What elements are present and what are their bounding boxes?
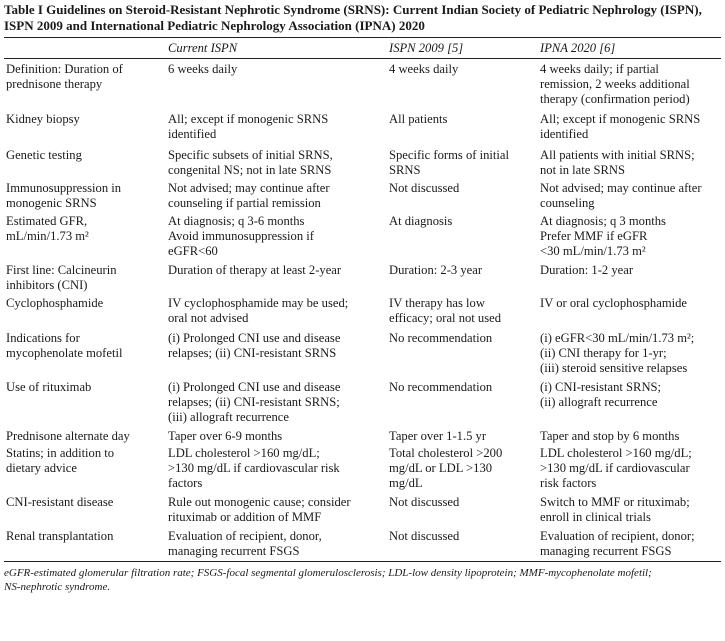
- cell-ipna-2020: [538, 213, 721, 262]
- table-row: [4, 147, 721, 180]
- header-parameter: [4, 38, 166, 59]
- cell-line: Taper and stop by 6 months: [540, 429, 680, 443]
- cell-ispn-2009: [387, 213, 538, 262]
- cell-line: counseling: [540, 196, 595, 210]
- cell-line: congenital NS; not in late SRNS: [168, 163, 332, 177]
- row-label: [4, 262, 166, 295]
- cell-line: remission, 2 weeks additional: [540, 77, 690, 91]
- cell-ipna-2020: [538, 379, 721, 428]
- cell-line: Specific subsets of initial SRNS,: [168, 148, 333, 162]
- cell-line: SRNS: [389, 163, 421, 177]
- cell-current-ispn: [166, 180, 387, 213]
- cell-line: (iii) steroid sensitive relapses: [540, 361, 688, 375]
- table-body: [4, 59, 721, 562]
- cell-current-ispn: [166, 213, 387, 262]
- cell-line: Switch to MMF or rituximab;: [540, 495, 690, 509]
- row-label: [4, 180, 166, 213]
- row-label: [4, 147, 166, 180]
- row-label: [4, 379, 166, 428]
- cell-line: inhibitors (CNI): [6, 278, 88, 292]
- cell-ipna-2020: [538, 445, 721, 494]
- cell-line: enroll in clinical trials: [540, 510, 651, 524]
- row-label: [4, 494, 166, 528]
- cell-line: All; except if monogenic SRNS: [540, 112, 701, 126]
- table-row: [4, 528, 721, 562]
- cell-line: >130 mg/dL if cardiovascular risk: [168, 461, 340, 475]
- cell-line: LDL cholesterol >160 mg/dL;: [168, 446, 320, 460]
- cell-line: (ii) allograft recurrence: [540, 395, 658, 409]
- cell-current-ispn: [166, 494, 387, 528]
- cell-current-ispn: [166, 147, 387, 180]
- cell-line: 4 weeks daily; if partial: [540, 62, 659, 76]
- cell-line: Prednisone alternate day: [6, 429, 130, 443]
- cell-line: Duration of therapy at least 2-year: [168, 263, 342, 277]
- cell-line: Not discussed: [389, 495, 460, 509]
- cell-current-ispn: [166, 428, 387, 445]
- cell-line: IV or oral cyclophosphamide: [540, 296, 688, 310]
- cell-line: dietary advice: [6, 461, 77, 475]
- cell-current-ispn: [166, 330, 387, 379]
- header-ispn-2009: ISPN 2009 [5]: [387, 38, 538, 59]
- cell-line: prednisone therapy: [6, 77, 103, 91]
- cell-line: IV therapy has low: [389, 296, 485, 310]
- cell-line: Kidney biopsy: [6, 112, 80, 126]
- cell-ispn-2009: [387, 330, 538, 379]
- cell-line: relapses; (ii) CNI-resistant SRNS;: [168, 395, 340, 409]
- cell-line: rituximab or addition of MMF: [168, 510, 322, 524]
- cell-line: oral not advised: [168, 311, 249, 325]
- cell-line: Estimated GFR,: [6, 214, 88, 228]
- cell-line: factors: [168, 476, 203, 490]
- cell-ipna-2020: [538, 262, 721, 295]
- cell-line: (i) CNI-resistant SRNS;: [540, 380, 662, 394]
- table-row: [4, 494, 721, 528]
- cell-line: Evaluation of recipient, donor,: [168, 529, 322, 543]
- cell-line: At diagnosis: [389, 214, 453, 228]
- row-label: [4, 428, 166, 445]
- cell-line: Genetic testing: [6, 148, 82, 162]
- cell-line: Taper over 1-1.5 yr: [389, 429, 487, 443]
- row-label: [4, 59, 166, 112]
- cell-line: Indications for: [6, 331, 80, 345]
- cell-ispn-2009: [387, 295, 538, 330]
- cell-line: IV cyclophosphamide may be used;: [168, 296, 349, 310]
- cell-ipna-2020: [538, 147, 721, 180]
- table-row: [4, 213, 721, 262]
- cell-ispn-2009: [387, 428, 538, 445]
- cell-current-ispn: [166, 295, 387, 330]
- cell-line: managing recurrent FSGS: [168, 544, 300, 558]
- row-label: [4, 330, 166, 379]
- table-row: [4, 262, 721, 295]
- cell-line: counseling if partial remission: [168, 196, 321, 210]
- cell-line: Not discussed: [389, 529, 460, 543]
- table-row: [4, 59, 721, 112]
- row-label: [4, 111, 166, 147]
- cell-line: Total cholesterol >200: [389, 446, 503, 460]
- cell-line: Taper over 6-9 months: [168, 429, 283, 443]
- cell-line: (i) Prolonged CNI use and disease: [168, 380, 341, 394]
- cell-line: monogenic SRNS: [6, 196, 97, 210]
- table-row: [4, 295, 721, 330]
- table-row: [4, 379, 721, 428]
- cell-line: Not discussed: [389, 181, 460, 195]
- cell-ispn-2009: [387, 147, 538, 180]
- cell-ispn-2009: [387, 262, 538, 295]
- cell-line: risk factors: [540, 476, 597, 490]
- cell-line: All patients with initial SRNS;: [540, 148, 695, 162]
- cell-line: Specific forms of initial: [389, 148, 509, 162]
- row-label: [4, 295, 166, 330]
- cell-line: mL/min/1.73 m²: [6, 229, 89, 243]
- cell-line: Renal transplantation: [6, 529, 114, 543]
- cell-line: therapy (confirmation period): [540, 92, 690, 106]
- cell-line: Definition: Duration of: [6, 62, 123, 76]
- cell-ipna-2020: [538, 59, 721, 112]
- cell-ispn-2009: [387, 379, 538, 428]
- cell-line: eGFR<60: [168, 244, 218, 258]
- cell-line: relapses; (ii) CNI-resistant SRNS: [168, 346, 337, 360]
- cell-line: Use of rituximab: [6, 380, 92, 394]
- cell-line: At diagnosis; q 3 months: [540, 214, 666, 228]
- cell-current-ispn: [166, 59, 387, 112]
- table-row: [4, 111, 721, 147]
- header-row: [4, 38, 721, 59]
- cell-line: CNI-resistant disease: [6, 495, 114, 509]
- cell-current-ispn: [166, 262, 387, 295]
- table-row: [4, 445, 721, 494]
- footnote-line: eGFR-estimated glomerular filtration rate; FSGS-focal segmental glomerulosclerosis; LDL-low density lipoprotein; MMF-mycophenolate mofetil;: [4, 567, 652, 579]
- cell-line: Rule out monogenic cause; consider: [168, 495, 351, 509]
- row-label: [4, 213, 166, 262]
- cell-ispn-2009: [387, 111, 538, 147]
- cell-line: All patients: [389, 112, 448, 126]
- cell-ispn-2009: [387, 59, 538, 112]
- cell-ipna-2020: [538, 295, 721, 330]
- cell-ispn-2009: [387, 445, 538, 494]
- cell-line: No recommendation: [389, 380, 493, 394]
- cell-line: (i) Prolonged CNI use and disease: [168, 331, 341, 345]
- guidelines-table: [4, 37, 721, 562]
- cell-ipna-2020: [538, 494, 721, 528]
- cell-ispn-2009: [387, 528, 538, 562]
- cell-line: Duration: 2-3 year: [389, 263, 483, 277]
- cell-ipna-2020: [538, 528, 721, 562]
- cell-line: >130 mg/dL if cardiovascular: [540, 461, 690, 475]
- cell-line: mycophenolate mofetil: [6, 346, 123, 360]
- cell-line: Prefer MMF if eGFR: [540, 229, 648, 243]
- table-row: [4, 330, 721, 379]
- cell-line: (i) eGFR<30 mL/min/1.73 m²;: [540, 331, 695, 345]
- cell-line: Statins; in addition to: [6, 446, 115, 460]
- cell-ipna-2020: [538, 111, 721, 147]
- cell-ipna-2020: [538, 428, 721, 445]
- cell-line: Not advised; may continue after: [540, 181, 702, 195]
- cell-ispn-2009: [387, 494, 538, 528]
- cell-line: mg/dL: [389, 476, 423, 490]
- table-caption: Table I Guidelines on Steroid-Resistant Nephrotic Syndrome (SRNS): Current Indian Society of Pediatric Nephrology (ISPN), ISPN 2009 and International Pediatric Nephrology Association (IPNA) 2020: [4, 2, 702, 33]
- cell-line: 4 weeks daily: [389, 62, 459, 76]
- cell-line: identified: [168, 127, 217, 141]
- cell-line: Avoid immunosuppression if: [168, 229, 314, 243]
- cell-current-ispn: [166, 528, 387, 562]
- cell-line: Immunosuppression in: [6, 181, 122, 195]
- footnote-line: NS-nephrotic syndrome.: [4, 581, 111, 593]
- cell-line: (ii) CNI therapy for 1-yr;: [540, 346, 667, 360]
- table-footnote: [4, 566, 721, 594]
- cell-line: efficacy; oral not used: [389, 311, 502, 325]
- cell-line: identified: [540, 127, 589, 141]
- cell-line: No recommendation: [389, 331, 493, 345]
- cell-line: mg/dL or LDL >130: [389, 461, 493, 475]
- cell-line: First line: Calcineurin: [6, 263, 117, 277]
- table-row: [4, 428, 721, 445]
- row-label: [4, 528, 166, 562]
- cell-line: Cyclophosphamide: [6, 296, 104, 310]
- cell-ipna-2020: [538, 180, 721, 213]
- cell-current-ispn: [166, 445, 387, 494]
- cell-line: At diagnosis; q 3-6 months: [168, 214, 305, 228]
- cell-line: Evaluation of recipient, donor;: [540, 529, 695, 543]
- cell-line: (iii) allograft recurrence: [168, 410, 289, 424]
- cell-line: LDL cholesterol >160 mg/dL;: [540, 446, 692, 460]
- cell-line: Not advised; may continue after: [168, 181, 330, 195]
- cell-line: managing recurrent FSGS: [540, 544, 672, 558]
- cell-line: All; except if monogenic SRNS: [168, 112, 329, 126]
- cell-line: 6 weeks daily: [168, 62, 238, 76]
- cell-ipna-2020: [538, 330, 721, 379]
- cell-current-ispn: [166, 111, 387, 147]
- cell-ispn-2009: [387, 180, 538, 213]
- row-label: [4, 445, 166, 494]
- cell-line: <30 mL/min/1.73 m²: [540, 244, 646, 258]
- cell-line: Duration: 1-2 year: [540, 263, 634, 277]
- table-row: [4, 180, 721, 213]
- cell-line: not in late SRNS: [540, 163, 626, 177]
- cell-current-ispn: [166, 379, 387, 428]
- header-ipna-2020: IPNA 2020 [6]: [538, 38, 721, 59]
- header-current-ispn: Current ISPN: [166, 38, 387, 59]
